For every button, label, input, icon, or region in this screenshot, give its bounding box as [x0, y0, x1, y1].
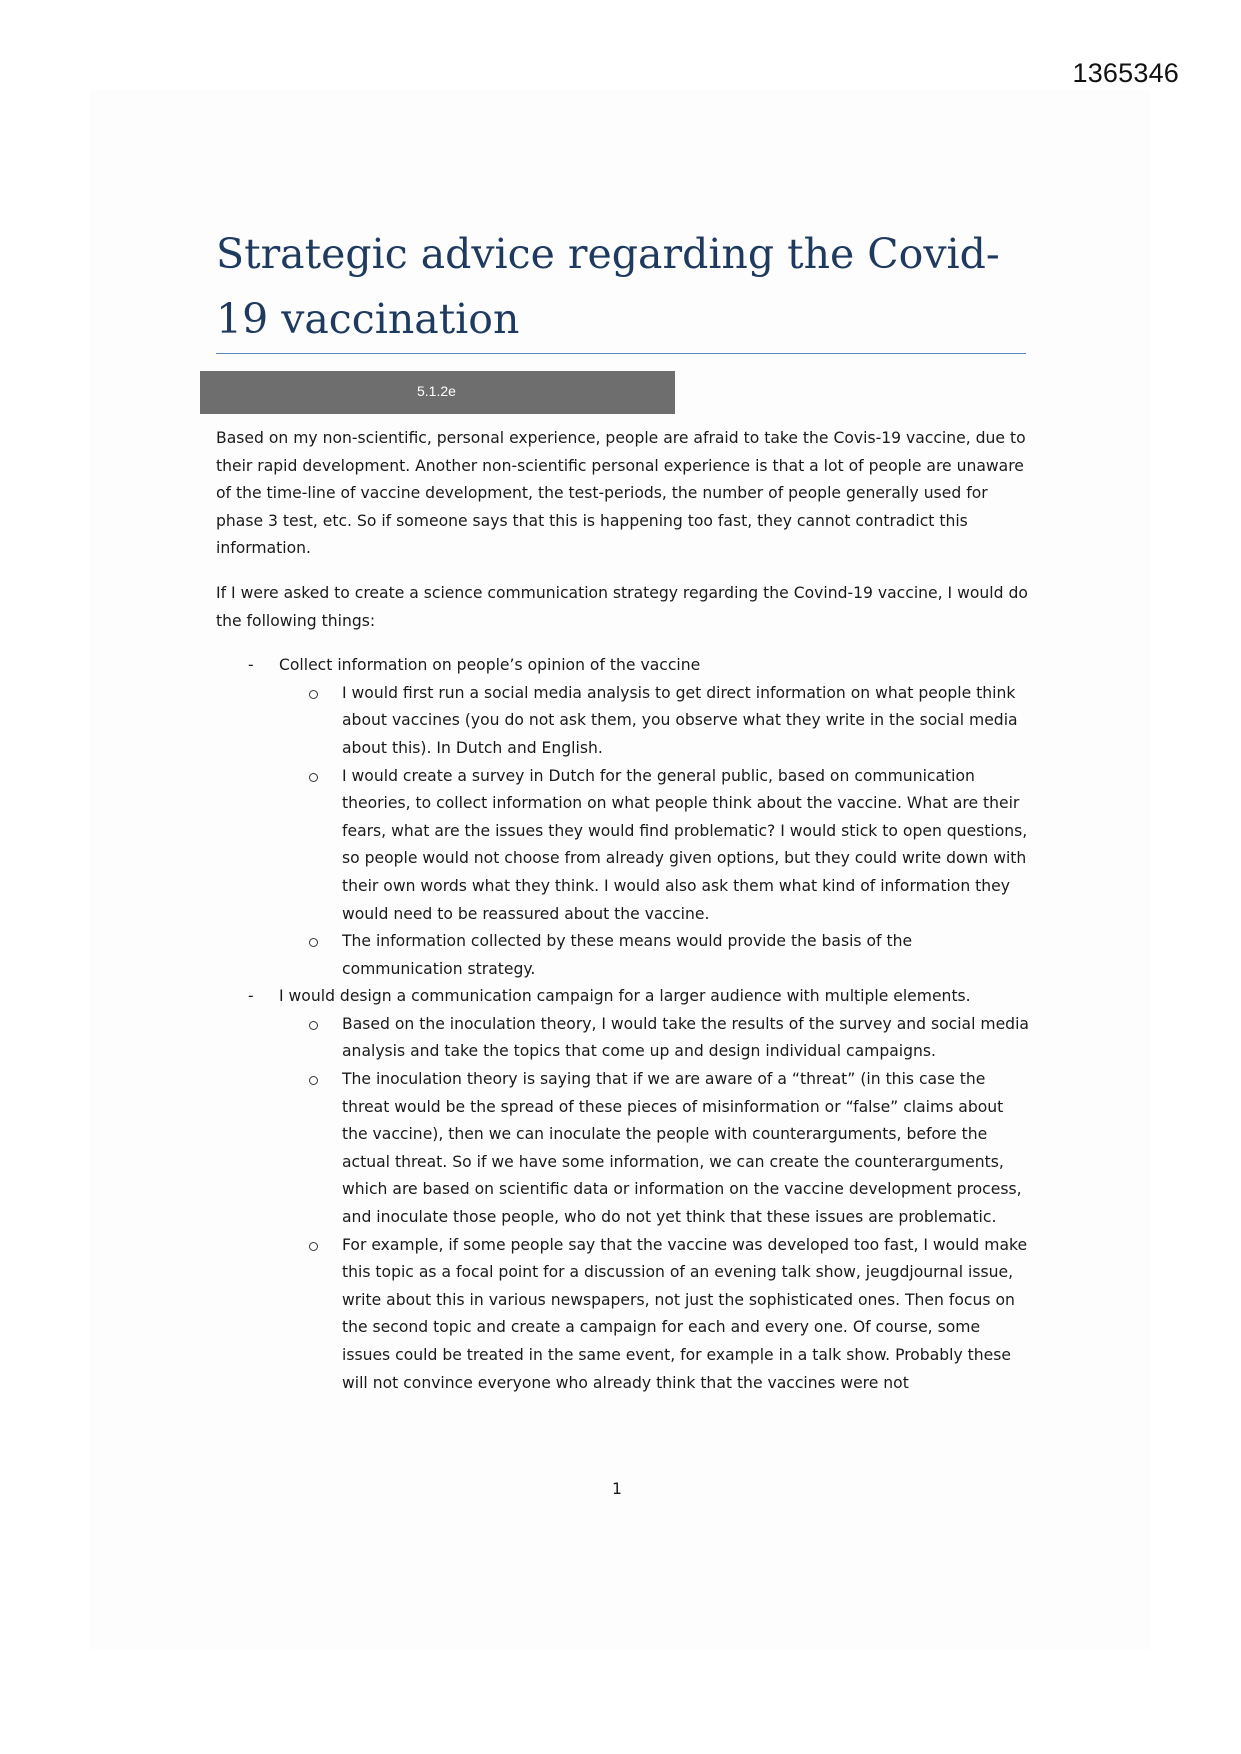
- sub-list: [279, 1011, 1031, 1397]
- sub-list-item: [279, 928, 1031, 983]
- sub-list-item-text: The inoculation theory is saying that if we are aware of a “threat” (in this case the threat would be the spread of these pieces of misinformation or “false” claims about the vaccine), then we can inoculate the people with counterarguments, before the actual threat. So if we have some information, we can create the counterarguments, which are based on scientific data or information on the vaccine development process, and inoculate those people, who do not yet think that these issues are problematic.: [342, 1070, 1022, 1227]
- list-item-text: I would design a communication campaign for a larger audience with multiple elements.: [279, 987, 971, 1006]
- paragraph-intro: Based on my non-scientific, personal experience, people are afraid to take the Covis-19 vaccine, due to their rapid development. Another non-scientific personal experience is that a lot of people are unaware of the time-line of vaccine development, the test-periods, the number of people generally used for phase 3 test, etc. So if someone says that this is happening too fast, they cannot contradict this information.: [216, 429, 1026, 558]
- strategy-list: [216, 652, 1031, 1397]
- sub-list-item: [279, 1011, 1031, 1066]
- sub-list-item: [279, 1232, 1031, 1398]
- page-number: 1: [612, 1480, 622, 1498]
- sub-list-item-text: I would first run a social media analysis to get direct information on what people think about vaccines (you do not ask them, you observe what they write in the social media about this). In Dutch and English.: [342, 683, 1018, 757]
- circle-bullet-icon: [309, 1076, 318, 1085]
- dash-bullet: -: [248, 987, 254, 1006]
- circle-bullet-icon: [309, 1242, 318, 1251]
- sub-list-item: [279, 680, 1031, 763]
- sub-list-item: [279, 763, 1031, 929]
- paragraph-strategy-lead: If I were asked to create a science communication strategy regarding the Covind-19 vaccine, I would do the following things:: [216, 583, 1028, 630]
- title-underline-rule: [216, 353, 1026, 354]
- redaction-code-label: 5.1.2e: [417, 383, 456, 399]
- list-item-text: Collect information on people’s opinion of the vaccine: [279, 656, 701, 675]
- sub-list-item-text: For example, if some people say that the vaccine was developed too fast, I would make this topic as a focal point for a discussion of an evening talk show, jeugdjournal issue, write about this in various newspapers, not just the sophisticated ones. Then focus on the second topic and create a campaign for each and every one. Of course, some issues could be treated in the same event, for example in a talk show. Probably these will not convince everyone who already think that the vaccines were not: [342, 1235, 1028, 1392]
- document-title: Strategic advice regarding the Covid-19 vaccination: [216, 230, 1000, 343]
- circle-bullet-icon: [309, 938, 318, 947]
- list-item: [216, 652, 1031, 983]
- circle-bullet-icon: [309, 1021, 318, 1030]
- list-item: [216, 983, 1031, 1397]
- circle-bullet-icon: [309, 690, 318, 699]
- sub-list-item-text: Based on the inoculation theory, I would take the results of the survey and social media analysis and take the topics that come up and design individual campaigns.: [342, 1014, 1029, 1061]
- sub-list-item: [279, 1066, 1031, 1232]
- sub-list-item-text: I would create a survey in Dutch for the general public, based on communication theories, to collect information on what people think about the vaccine. What are their fears, what are the issues they would find problematic? I would stick to open questions, so people would not choose from already given options, but they could write down with their own words what they think. I would also ask them what kind of information they would need to be reassured about the vaccine.: [342, 766, 1028, 923]
- sub-list-item-text: The information collected by these means would provide the basis of the communication strategy.: [342, 932, 913, 978]
- circle-bullet-icon: [309, 773, 318, 782]
- sub-list: [279, 680, 1031, 984]
- dash-bullet: -: [248, 656, 254, 675]
- document-id-number: 1365346: [1072, 58, 1179, 88]
- document-body: [216, 425, 1031, 1397]
